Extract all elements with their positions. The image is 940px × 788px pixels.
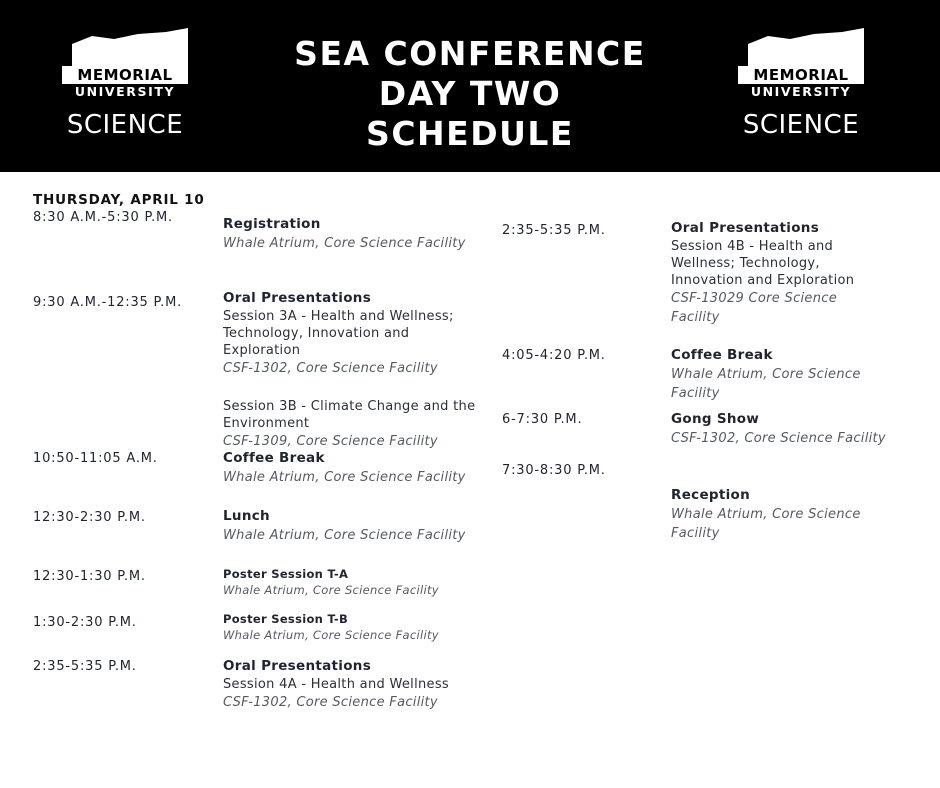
logo-word-university: UNIVERSITY [750,84,852,99]
logo-word-memorial: MEMORIAL [62,66,188,84]
event-description: Session 4B - Health and Wellness; Technology, Innovation and Exploration [671,239,855,288]
event-location: Whale Atrium, Core Science Facility [671,367,861,401]
schedule-event [223,449,483,487]
memorial-university-science-logo [738,28,868,146]
schedule-event [223,215,483,253]
schedule-event [671,346,886,403]
time-slot: 8:30 A.M.-5:30 P.M. [33,210,173,225]
logo-word-university: UNIVERSITY [74,84,176,99]
schedule-event [223,507,483,545]
time-slot: 10:50-11:05 A.M. [33,451,158,466]
event-location: Whale Atrium, Core Science Facility [671,507,861,541]
schedule-event [671,486,886,543]
schedule-event [671,410,886,448]
event-title: Coffee Break [223,450,325,466]
event-title: Coffee Break [671,347,773,363]
header-banner [0,0,940,172]
time-slot: 2:35-5:35 P.M. [33,659,137,674]
logo-word-memorial: MEMORIAL [738,66,864,84]
event-location: CSF-1309, Core Science Facility [223,434,438,449]
event-title: Registration [223,216,321,232]
time-slot: 9:30 A.M.-12:35 P.M. [33,295,183,310]
event-title: Gong Show [671,411,760,427]
event-location: CSF-1302, Core Science Facility [223,361,438,376]
schedule-event [223,566,483,598]
schedule-event [671,219,886,327]
time-slot: 1:30-2:30 P.M. [33,615,137,630]
event-title: Oral Presentations [671,220,820,236]
event-location: Whale Atrium, Core Science Facility [223,528,466,543]
event-title: Poster Session T-A [223,567,349,581]
event-title: Lunch [223,508,270,524]
event-location: CSF-13029 Core Science Facility [671,291,838,325]
event-location: Whale Atrium, Core Science Facility [223,583,439,597]
time-slot: 12:30-2:30 P.M. [33,510,146,525]
logo-word-science: SCIENCE [66,110,184,140]
title-line: SEA CONFERENCE [294,34,646,73]
time-slot: 7:30-8:30 P.M. [502,463,606,478]
schedule-event [223,657,483,712]
event-title: Reception [671,487,751,503]
schedule-event [223,611,483,643]
time-slot: 12:30-1:30 P.M. [33,569,146,584]
event-location: Whale Atrium, Core Science Facility [223,470,466,485]
event-title: Oral Presentations [223,658,372,674]
time-slot: 4:05-4:20 P.M. [502,348,606,363]
event-description: Session 3B - Climate Change and the Environment [223,399,476,431]
event-location: CSF-1302, Core Science Facility [223,695,438,710]
title-line: DAY TWO [378,74,562,113]
event-location: CSF-1302, Core Science Facility [671,431,886,446]
event-location: Whale Atrium, Core Science Facility [223,236,466,251]
memorial-university-science-logo [62,28,192,146]
schedule-event [223,398,483,451]
schedule-event [223,289,483,378]
event-description: Session 3A - Health and Wellness; Technology, Innovation and Exploration [223,309,454,358]
logo-word-science: SCIENCE [742,110,860,140]
event-location: Whale Atrium, Core Science Facility [223,628,439,642]
event-title: Oral Presentations [223,290,372,306]
title-line: SCHEDULE [366,114,574,153]
day-label: THURSDAY, APRIL 10 [33,192,205,208]
time-slot: 2:35-5:35 P.M. [502,223,606,238]
event-description: Session 4A - Health and Wellness [223,677,449,692]
time-slot: 6-7:30 P.M. [502,412,583,427]
page-title [270,34,670,154]
event-title: Poster Session T-B [223,612,349,626]
